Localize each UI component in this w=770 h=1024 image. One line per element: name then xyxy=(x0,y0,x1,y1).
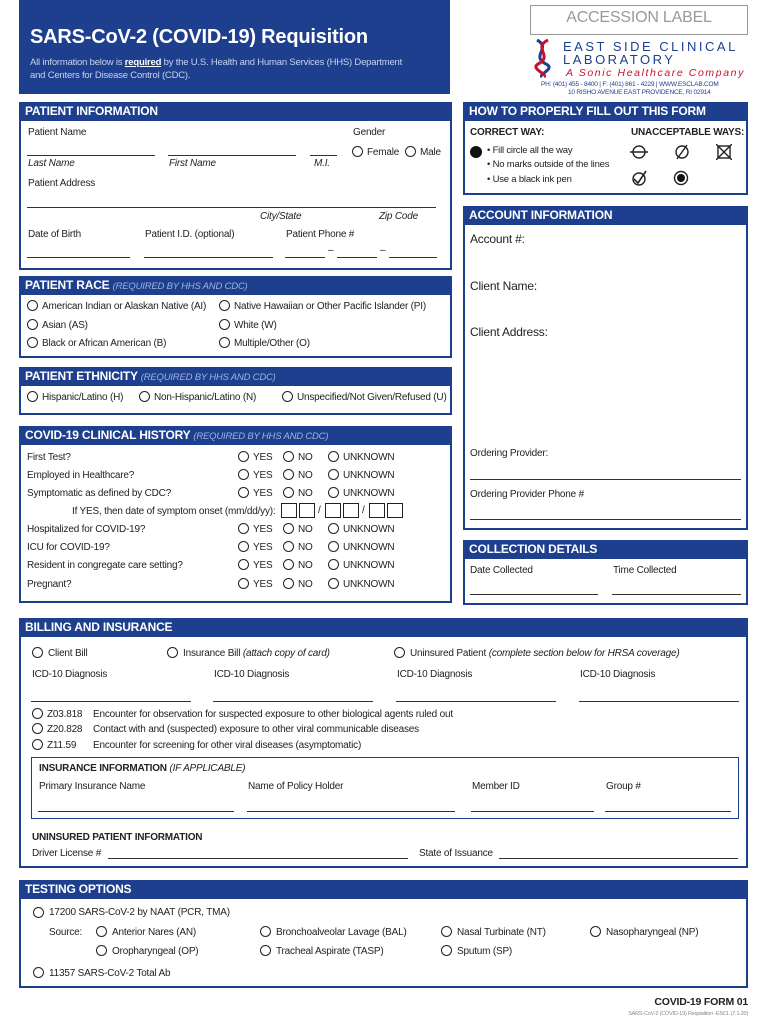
collection-header: COLLECTION DETAILS xyxy=(463,540,748,558)
rule-2: • No marks outside of the lines xyxy=(487,159,610,170)
address-line[interactable] xyxy=(27,207,436,208)
wrong-partial-fill-icon xyxy=(673,170,689,186)
naat-label: 17200 SARS-CoV-2 by NAAT (PCR, TMA) xyxy=(49,907,230,918)
race-header: PATIENT RACE (REQUIRED BY HHS AND CDC) xyxy=(19,276,452,294)
female-radio[interactable] xyxy=(352,146,363,157)
pregnant-unknown-radio[interactable] xyxy=(328,578,339,589)
first-test-unknown-radio[interactable] xyxy=(328,451,339,462)
form-version: SARS-CoV-2 (COVID-19) Requisition -ESCL (7.1.20) xyxy=(628,1011,748,1017)
code-z20828-radio[interactable] xyxy=(32,723,43,734)
patient-address-label: Patient Address xyxy=(28,178,96,189)
question-symptomatic: Symptomatic as defined by CDC? xyxy=(27,488,172,499)
required-note-line2: and Centers for Disease Control (CDC). xyxy=(30,70,191,81)
icd-label-1: ICD-10 Diagnosis xyxy=(32,669,108,680)
insurance-bill-radio[interactable] xyxy=(167,647,178,658)
question-healthcare: Employed in Healthcare? xyxy=(27,470,135,481)
mi-line[interactable] xyxy=(310,155,337,156)
last-name-line[interactable] xyxy=(27,155,155,156)
patient-name-label: Patient Name xyxy=(28,127,87,138)
congregate-no-radio[interactable] xyxy=(283,559,294,570)
onset-yy-2[interactable] xyxy=(387,503,403,518)
unspecified-label: Unspecified/Not Given/Refused (U) xyxy=(297,392,447,403)
hospitalized-no-radio[interactable] xyxy=(283,523,294,534)
question-icu: ICU for COVID-19? xyxy=(27,542,110,553)
form-number: COVID-19 FORM 01 xyxy=(654,996,748,1008)
hospitalized-yes-label: YES xyxy=(253,524,273,535)
uninsured-radio[interactable] xyxy=(394,647,405,658)
onset-label: If YES, then date of symptom onset (mm/dd/yy): xyxy=(72,506,276,517)
icu-no-label: NO xyxy=(298,542,313,553)
naat-radio[interactable] xyxy=(33,907,44,918)
healthcare-yes-label: YES xyxy=(253,470,273,481)
hispanic-label: Hispanic/Latino (H) xyxy=(42,392,124,403)
icd-line-4[interactable] xyxy=(579,701,739,702)
code-z1159: Z11.59 xyxy=(47,740,77,751)
race-pi-label: Native Hawaiian or Other Pacific Islander (PI) xyxy=(234,301,426,312)
race-as-radio[interactable] xyxy=(27,319,38,330)
pregnant-unknown-label: UNKNOWN xyxy=(343,579,395,590)
onset-mm-1[interactable] xyxy=(281,503,297,518)
first-test-yes-label: YES xyxy=(253,452,273,463)
source-nt-label: Nasal Turbinate (NT) xyxy=(457,927,546,938)
non-hispanic-radio[interactable] xyxy=(139,391,150,402)
account-header: ACCOUNT INFORMATION xyxy=(463,206,748,224)
onset-yy-1[interactable] xyxy=(369,503,385,518)
client-bill-label: Client Bill xyxy=(48,648,88,659)
zip-label: Zip Code xyxy=(379,211,418,222)
pregnant-yes-radio[interactable] xyxy=(238,578,249,589)
icu-yes-radio[interactable] xyxy=(238,541,249,552)
healthcare-no-radio[interactable] xyxy=(283,469,294,480)
howto-header: HOW TO PROPERLY FILL OUT THIS FORM xyxy=(463,102,748,120)
testing-header: TESTING OPTIONS xyxy=(19,880,748,898)
driver-license-line[interactable] xyxy=(108,858,408,859)
group-label: Group # xyxy=(606,781,641,792)
patient-phone-label: Patient Phone # xyxy=(286,229,355,240)
first-test-yes-radio[interactable] xyxy=(238,451,249,462)
member-id-label: Member ID xyxy=(472,781,520,792)
pregnant-yes-label: YES xyxy=(253,579,273,590)
lab-logo-icon xyxy=(528,38,558,78)
phone-line-number[interactable] xyxy=(389,257,437,258)
source-np-label: Nasopharyngeal (NP) xyxy=(606,927,699,938)
onset-dd-1[interactable] xyxy=(325,503,341,518)
time-collected-label: Time Collected xyxy=(613,565,677,576)
last-name-label: Last Name xyxy=(28,158,75,169)
uninsured-label: Uninsured Patient (complete section below for HRSA coverage) xyxy=(410,648,680,659)
insurance-bill-label: Insurance Bill (attach copy of card) xyxy=(183,648,330,659)
question-first-test: First Test? xyxy=(27,452,71,463)
symptomatic-unknown-radio[interactable] xyxy=(328,487,339,498)
symptomatic-yes-label: YES xyxy=(253,488,273,499)
icd-label-3: ICD-10 Diagnosis xyxy=(397,669,473,680)
code-z03818-radio[interactable] xyxy=(32,708,43,719)
first-test-no-label: NO xyxy=(298,452,313,463)
accession-label: ACCESSION LABEL xyxy=(566,9,712,26)
congregate-unknown-radio[interactable] xyxy=(328,559,339,570)
wrong-cross-icon xyxy=(716,144,732,160)
race-pi-radio[interactable] xyxy=(219,300,230,311)
ordering-provider-label: Ordering Provider: xyxy=(470,448,549,459)
total-ab-label: 11357 SARS-CoV-2 Total Ab xyxy=(49,968,171,979)
patient-info-box xyxy=(19,119,452,270)
dob-line[interactable] xyxy=(27,257,130,258)
race-b-label: Black or African American (B) xyxy=(42,338,167,349)
first-test-no-radio[interactable] xyxy=(283,451,294,462)
tagline: A Sonic Healthcare Company xyxy=(566,67,745,79)
uninsured-info-label: UNINSURED PATIENT INFORMATION xyxy=(32,832,203,843)
pregnant-no-label: NO xyxy=(298,579,313,590)
provider-phone-label: Ordering Provider Phone # xyxy=(470,489,584,500)
date-collected-label: Date Collected xyxy=(470,565,533,576)
patient-info-header: PATIENT INFORMATION xyxy=(19,102,452,120)
congregate-no-label: NO xyxy=(298,560,313,571)
code-z03818: Z03.818 xyxy=(47,709,83,720)
mi-label: M.I. xyxy=(314,158,330,169)
source-sp-radio[interactable] xyxy=(441,945,452,956)
congregate-yes-radio[interactable] xyxy=(238,559,249,570)
congregate-yes-label: YES xyxy=(253,560,273,571)
state-issuance-label: State of Issuance xyxy=(419,848,493,859)
symptomatic-no-radio[interactable] xyxy=(283,487,294,498)
code-z20828: Z20.828 xyxy=(47,724,83,735)
driver-license-label: Driver License # xyxy=(32,848,102,859)
source-tasp-label: Tracheal Aspirate (TASP) xyxy=(276,946,384,957)
lab-contact: PH: (401) 455 - 8400 | F: (401) 861 - 4229 | WWW.ESCLAB.COM xyxy=(541,81,719,88)
code-z03818-desc: Encounter for observation for suspected exposure to other biological agents ruled out xyxy=(93,709,453,720)
billing-header: BILLING AND INSURANCE xyxy=(19,618,748,636)
source-bal-label: Bronchoalveolar Lavage (BAL) xyxy=(276,927,407,938)
question-hospitalized: Hospitalized for COVID-19? xyxy=(27,524,146,535)
pregnant-no-radio[interactable] xyxy=(283,578,294,589)
city-state-label: City/State xyxy=(260,211,302,222)
female-label: Female xyxy=(367,147,400,158)
required-note: All information below is required by the U.S. Health and Human Services (HHS) Department xyxy=(30,57,403,68)
source-an-label: Anterior Nares (AN) xyxy=(112,927,196,938)
ethnicity-header: PATIENT ETHNICITY (REQUIRED BY HHS AND CDC) xyxy=(19,367,452,385)
code-z1159-radio[interactable] xyxy=(32,739,43,750)
member-id-line[interactable] xyxy=(471,811,594,812)
race-o-label: Multiple/Other (O) xyxy=(234,338,310,349)
account-number-label: Account #: xyxy=(470,232,525,246)
dob-label: Date of Birth xyxy=(28,229,81,240)
wrong-check-icon xyxy=(630,170,648,186)
icd-label-4: ICD-10 Diagnosis xyxy=(580,669,656,680)
source-np-radio[interactable] xyxy=(590,926,601,937)
symptomatic-unknown-label: UNKNOWN xyxy=(343,488,395,499)
icu-unknown-radio[interactable] xyxy=(328,541,339,552)
healthcare-yes-radio[interactable] xyxy=(238,469,249,480)
hispanic-radio[interactable] xyxy=(27,391,38,402)
icd-label-2: ICD-10 Diagnosis xyxy=(214,669,290,680)
lab-address: 10 RISHO AVENUE EAST PROVIDENCE, RI 02914 xyxy=(568,89,711,96)
non-hispanic-label: Non-Hispanic/Latino (N) xyxy=(154,392,257,403)
congregate-unknown-label: UNKNOWN xyxy=(343,560,395,571)
onset-mm-2[interactable] xyxy=(299,503,315,518)
first-name-label: First Name xyxy=(169,158,216,169)
source-label: Source: xyxy=(49,927,83,938)
race-ai-radio[interactable] xyxy=(27,300,38,311)
source-op-radio[interactable] xyxy=(96,945,107,956)
wrong-line-through-icon xyxy=(630,144,648,160)
icd-line-1[interactable] xyxy=(31,701,191,702)
code-z20828-desc: Contact with and (suspected) exposure to other viral communicable diseases xyxy=(93,724,419,735)
insurance-info-label: INSURANCE INFORMATION (IF APPLICABLE) xyxy=(39,763,246,774)
first-test-unknown-label: UNKNOWN xyxy=(343,452,395,463)
symptomatic-yes-radio[interactable] xyxy=(238,487,249,498)
male-radio[interactable] xyxy=(405,146,416,157)
client-address-label: Client Address: xyxy=(470,325,548,339)
source-bal-radio[interactable] xyxy=(260,926,271,937)
icu-unknown-label: UNKNOWN xyxy=(343,542,395,553)
race-w-radio[interactable] xyxy=(219,319,230,330)
phone-prefix-line[interactable] xyxy=(337,257,377,258)
source-tasp-radio[interactable] xyxy=(260,945,271,956)
race-ai-label: American Indian or Alaskan Native (AI) xyxy=(42,301,207,312)
first-name-line[interactable] xyxy=(168,155,296,156)
phone-area-line[interactable] xyxy=(285,257,325,258)
healthcare-unknown-radio[interactable] xyxy=(328,469,339,480)
time-collected-line[interactable] xyxy=(612,594,741,595)
state-issuance-line[interactable] xyxy=(499,858,738,859)
primary-insurance-label: Primary Insurance Name xyxy=(39,781,146,792)
question-pregnant: Pregnant? xyxy=(27,579,72,590)
icd-line-3[interactable] xyxy=(396,701,556,702)
source-an-radio[interactable] xyxy=(96,926,107,937)
race-o-radio[interactable] xyxy=(219,337,230,348)
patient-id-line[interactable] xyxy=(144,257,273,258)
date-collected-line[interactable] xyxy=(470,594,598,595)
total-ab-radio[interactable] xyxy=(33,967,44,978)
primary-insurance-line[interactable] xyxy=(38,811,234,812)
rule-1: • Fill circle all the way xyxy=(487,145,573,156)
source-sp-label: Sputum (SP) xyxy=(457,946,513,957)
patient-id-label: Patient I.D. (optional) xyxy=(145,229,235,240)
icu-no-radio[interactable] xyxy=(283,541,294,552)
question-congregate: Resident in congregate care setting? xyxy=(27,560,183,571)
unspecified-radio[interactable] xyxy=(282,391,293,402)
policy-holder-line[interactable] xyxy=(247,811,455,812)
ordering-provider-line[interactable] xyxy=(470,479,741,480)
race-b-radio[interactable] xyxy=(27,337,38,348)
hospitalized-unknown-label: UNKNOWN xyxy=(343,524,395,535)
account-box xyxy=(463,223,748,530)
hospitalized-no-label: NO xyxy=(298,524,313,535)
rule-3: • Use a black ink pen xyxy=(487,174,572,185)
source-nt-radio[interactable] xyxy=(441,926,452,937)
form-title: SARS-CoV-2 (COVID-19) Requisition xyxy=(30,26,368,48)
group-line[interactable] xyxy=(605,811,731,812)
policy-holder-label: Name of Policy Holder xyxy=(248,781,344,792)
client-bill-radio[interactable] xyxy=(32,647,43,658)
source-op-label: Oropharyngeal (OP) xyxy=(112,946,199,957)
client-name-label: Client Name: xyxy=(470,279,537,293)
icd-line-2[interactable] xyxy=(213,701,373,702)
filled-circle-example-icon xyxy=(470,146,482,158)
healthcare-unknown-label: UNKNOWN xyxy=(343,470,395,481)
clinical-header: COVID-19 CLINICAL HISTORY (REQUIRED BY HHS AND CDC) xyxy=(19,426,452,444)
race-w-label: White (W) xyxy=(234,320,277,331)
symptomatic-no-label: NO xyxy=(298,488,313,499)
onset-dd-2[interactable] xyxy=(343,503,359,518)
correct-way-label: CORRECT WAY: xyxy=(470,127,545,138)
wrong-slash-icon xyxy=(673,144,691,160)
icu-yes-label: YES xyxy=(253,542,273,553)
male-label: Male xyxy=(420,147,441,158)
unacceptable-label: UNACCEPTABLE WAYS: xyxy=(631,127,745,138)
hospitalized-yes-radio[interactable] xyxy=(238,523,249,534)
hospitalized-unknown-radio[interactable] xyxy=(328,523,339,534)
gender-label: Gender xyxy=(353,127,386,138)
healthcare-no-label: NO xyxy=(298,470,313,481)
lab-name-2: LABORATORY xyxy=(563,52,676,67)
provider-phone-line[interactable] xyxy=(470,519,741,520)
race-as-label: Asian (AS) xyxy=(42,320,88,331)
lab-name: EAST SIDE CLINICAL xyxy=(563,39,738,54)
code-z1159-desc: Encounter for screening for other viral diseases (asymptomatic) xyxy=(93,740,362,751)
